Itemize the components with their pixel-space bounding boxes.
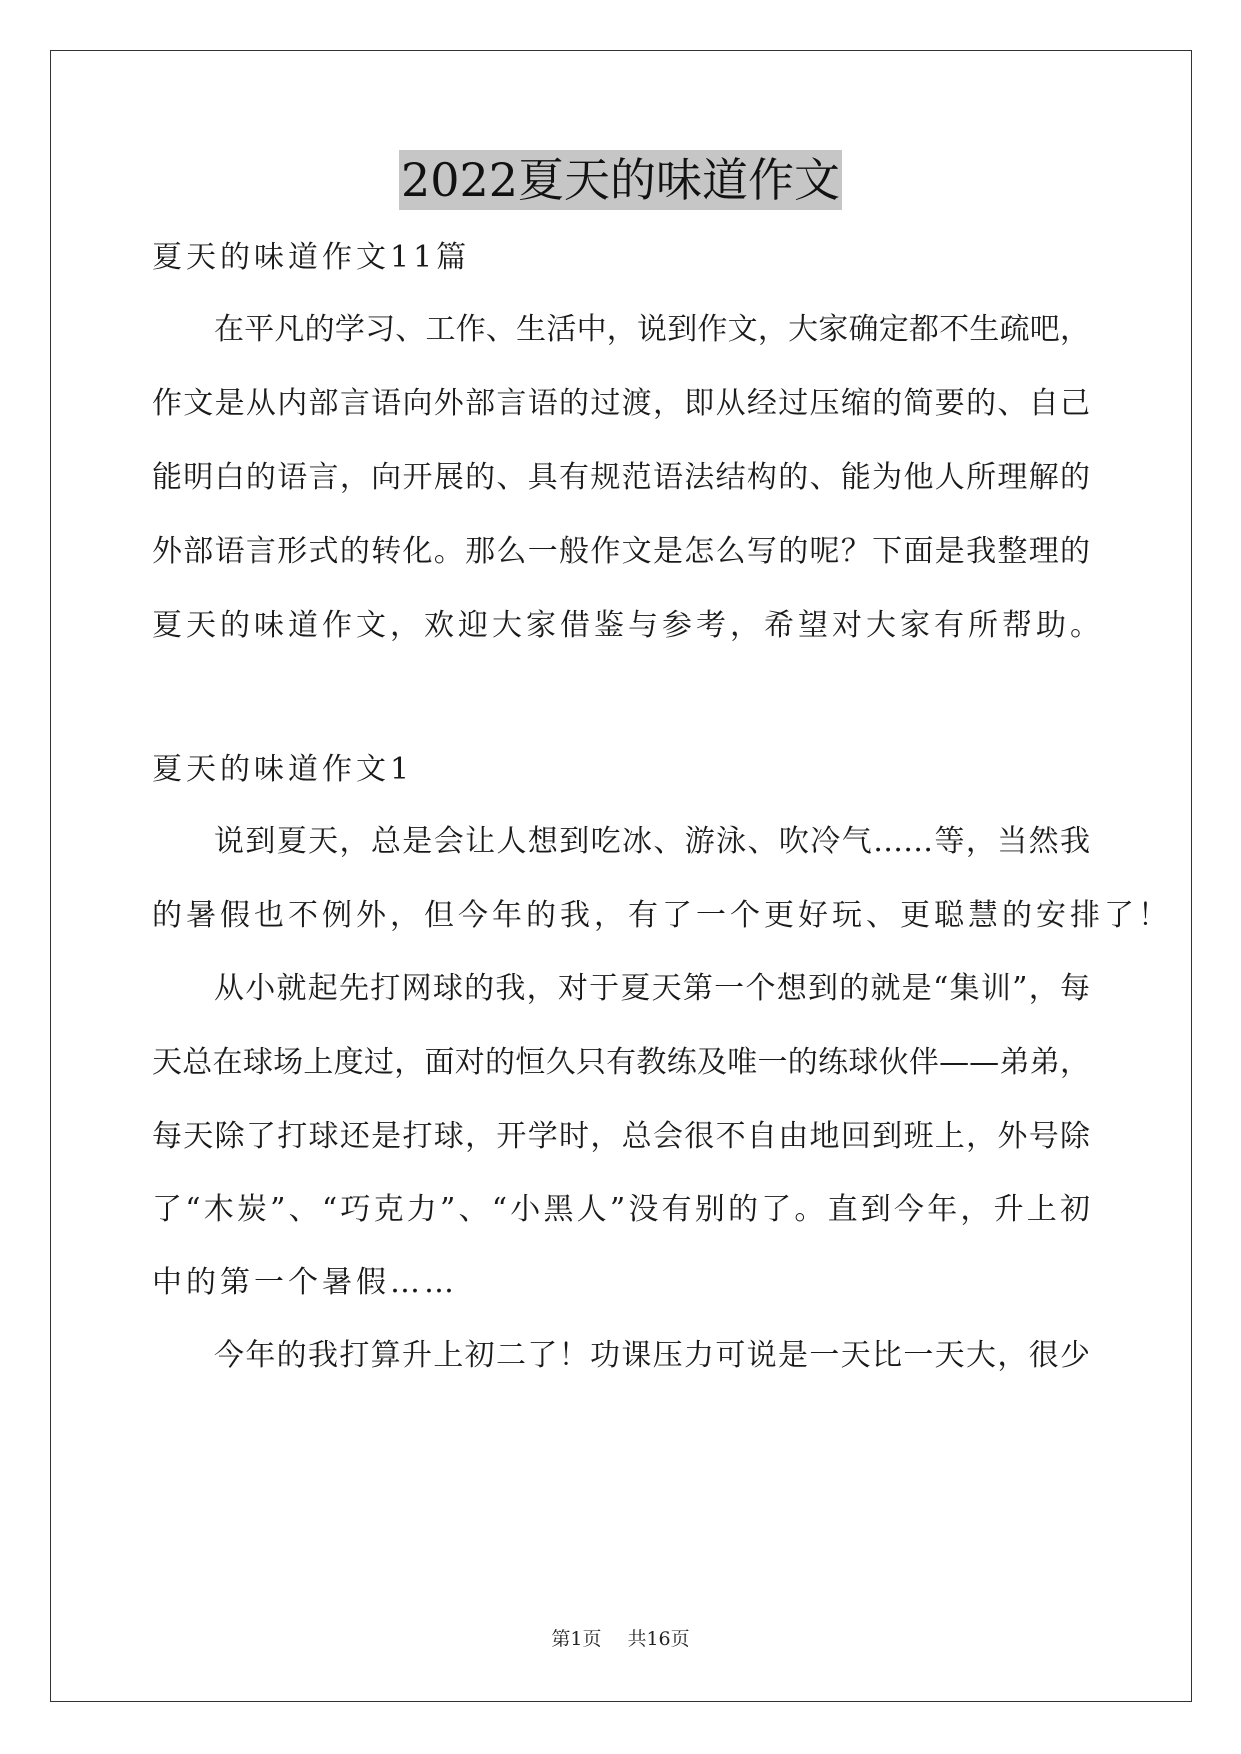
page-number: 第1页 xyxy=(551,1628,602,1650)
intro-line: 在平凡的学习、工作、生活中，说到作文，大家确定都不生疏吧， xyxy=(214,312,1090,347)
document-title: 2022夏天的味道作文 xyxy=(399,150,842,210)
page-border xyxy=(50,50,1192,1702)
intro-line: 夏天的味道作文，欢迎大家借鉴与参考，希望对大家有所帮助。 xyxy=(152,608,1104,643)
section-heading: 夏天的味道作文1 xyxy=(152,752,414,787)
paragraph-line: 说到夏天，总是会让人想到吃冰、游泳、吹冷气……等，当然我 xyxy=(214,824,1090,859)
paragraph-line: 每天除了打球还是打球，开学时，总会很不自由地回到班上，外号除 xyxy=(152,1119,1090,1154)
paragraph-line: 天总在球场上度过，面对的恒久只有教练及唯一的练球伙伴——弟弟， xyxy=(152,1045,1090,1080)
paragraph-line: 了“木炭”、“巧克力”、“小黑人”没有别的了。直到今年，升上初 xyxy=(152,1192,1090,1227)
page-footer xyxy=(0,1627,1241,1651)
paragraph-line: 今年的我打算升上初二了！功课压力可说是一天比一天大，很少 xyxy=(214,1338,1090,1373)
intro-line: 作文是从内部言语向外部言语的过渡，即从经过压缩的简要的、自己 xyxy=(152,386,1090,421)
paragraph-line: 的暑假也不例外，但今年的我，有了一个更好玩、更聪慧的安排了！ xyxy=(152,898,1172,933)
intro-line: 能明白的语言，向开展的、具有规范语法结构的、能为他人所理解的 xyxy=(152,460,1090,495)
subtitle: 夏天的味道作文11篇 xyxy=(152,240,471,275)
page-total: 共16页 xyxy=(627,1628,690,1650)
intro-line: 外部语言形式的转化。那么一般作文是怎么写的呢？下面是我整理的 xyxy=(152,534,1090,569)
paragraph-line: 从小就起先打网球的我，对于夏天第一个想到的就是“集训”，每 xyxy=(214,971,1090,1006)
paragraph-line: 中的第一个暑假…… xyxy=(152,1265,458,1300)
